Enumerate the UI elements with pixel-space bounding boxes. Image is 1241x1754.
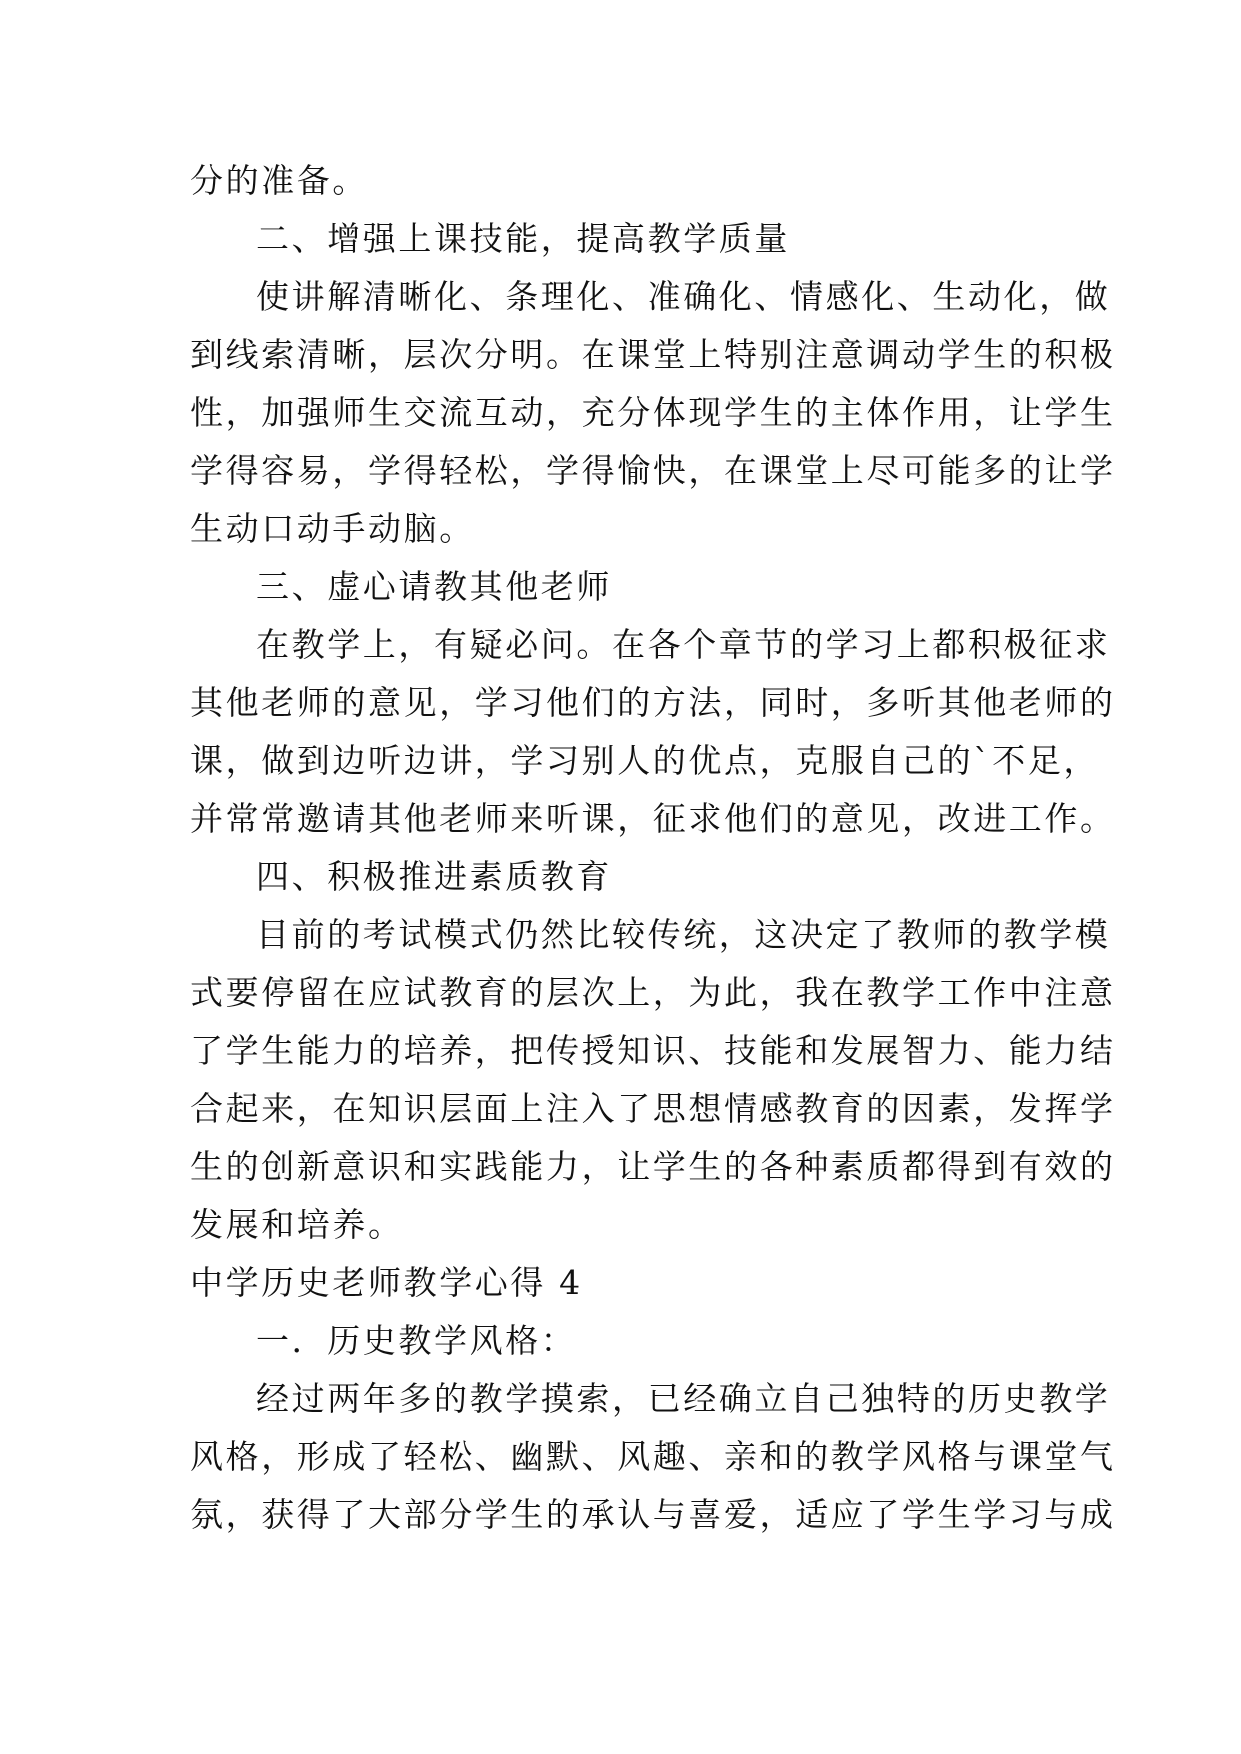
text-line: 并常常邀请其他老师来听课，征求他们的意见，改进工作。 — [190, 799, 1116, 838]
text-line: 式要停留在应试教育的层次上，为此，我在教学工作中注意 — [190, 973, 1116, 1012]
text-line: 生动口动手动脑。 — [190, 509, 475, 548]
text-line: 性，加强师生交流互动，充分体现学生的主体作用，让学生 — [190, 393, 1116, 432]
text-line: 经过两年多的教学摸索，已经确立自己独特的历史教学 — [256, 1379, 1111, 1418]
text-line: 分的准备。 — [190, 161, 368, 200]
text-line: 在教学上，有疑必问。在各个章节的学习上都积极征求 — [256, 625, 1111, 664]
section-heading: 二、增强上课技能，提高教学质量 — [256, 219, 790, 258]
text-line: 了学生能力的培养，把传授知识、技能和发展智力、能力结 — [190, 1031, 1116, 1070]
text-line: 合起来，在知识层面上注入了思想情感教育的因素，发挥学 — [190, 1089, 1116, 1128]
text-line: 学得容易，学得轻松，学得愉快，在课堂上尽可能多的让学 — [190, 451, 1116, 490]
text-line: 目前的考试模式仍然比较传统，这决定了教师的教学模 — [256, 915, 1111, 954]
section-heading: 三、虚心请教其他老师 — [256, 567, 612, 606]
text-line: 课，做到边听边讲，学习别人的优点，克服自己的`不足， — [190, 741, 1100, 780]
text-line: 风格，形成了轻松、幽默、风趣、亲和的教学风格与课堂气 — [190, 1437, 1116, 1476]
text-line: 发展和培养。 — [190, 1205, 404, 1244]
text-line: 氛，获得了大部分学生的承认与喜爱，适应了学生学习与成 — [190, 1495, 1116, 1534]
text-line: 到线索清晰，层次分明。在课堂上特别注意调动学生的积极 — [190, 335, 1116, 374]
article-title: 中学历史老师教学心得 4 — [190, 1263, 583, 1302]
text-line: 使讲解清晰化、条理化、准确化、情感化、生动化，做 — [256, 277, 1111, 316]
text-line: 其他老师的意见，学习他们的方法，同时，多听其他老师的 — [190, 683, 1116, 722]
text-line: 生的创新意识和实践能力，让学生的各种素质都得到有效的 — [190, 1147, 1116, 1186]
section-heading: 一．历史教学风格： — [256, 1321, 577, 1360]
section-heading: 四、积极推进素质教育 — [256, 857, 612, 896]
